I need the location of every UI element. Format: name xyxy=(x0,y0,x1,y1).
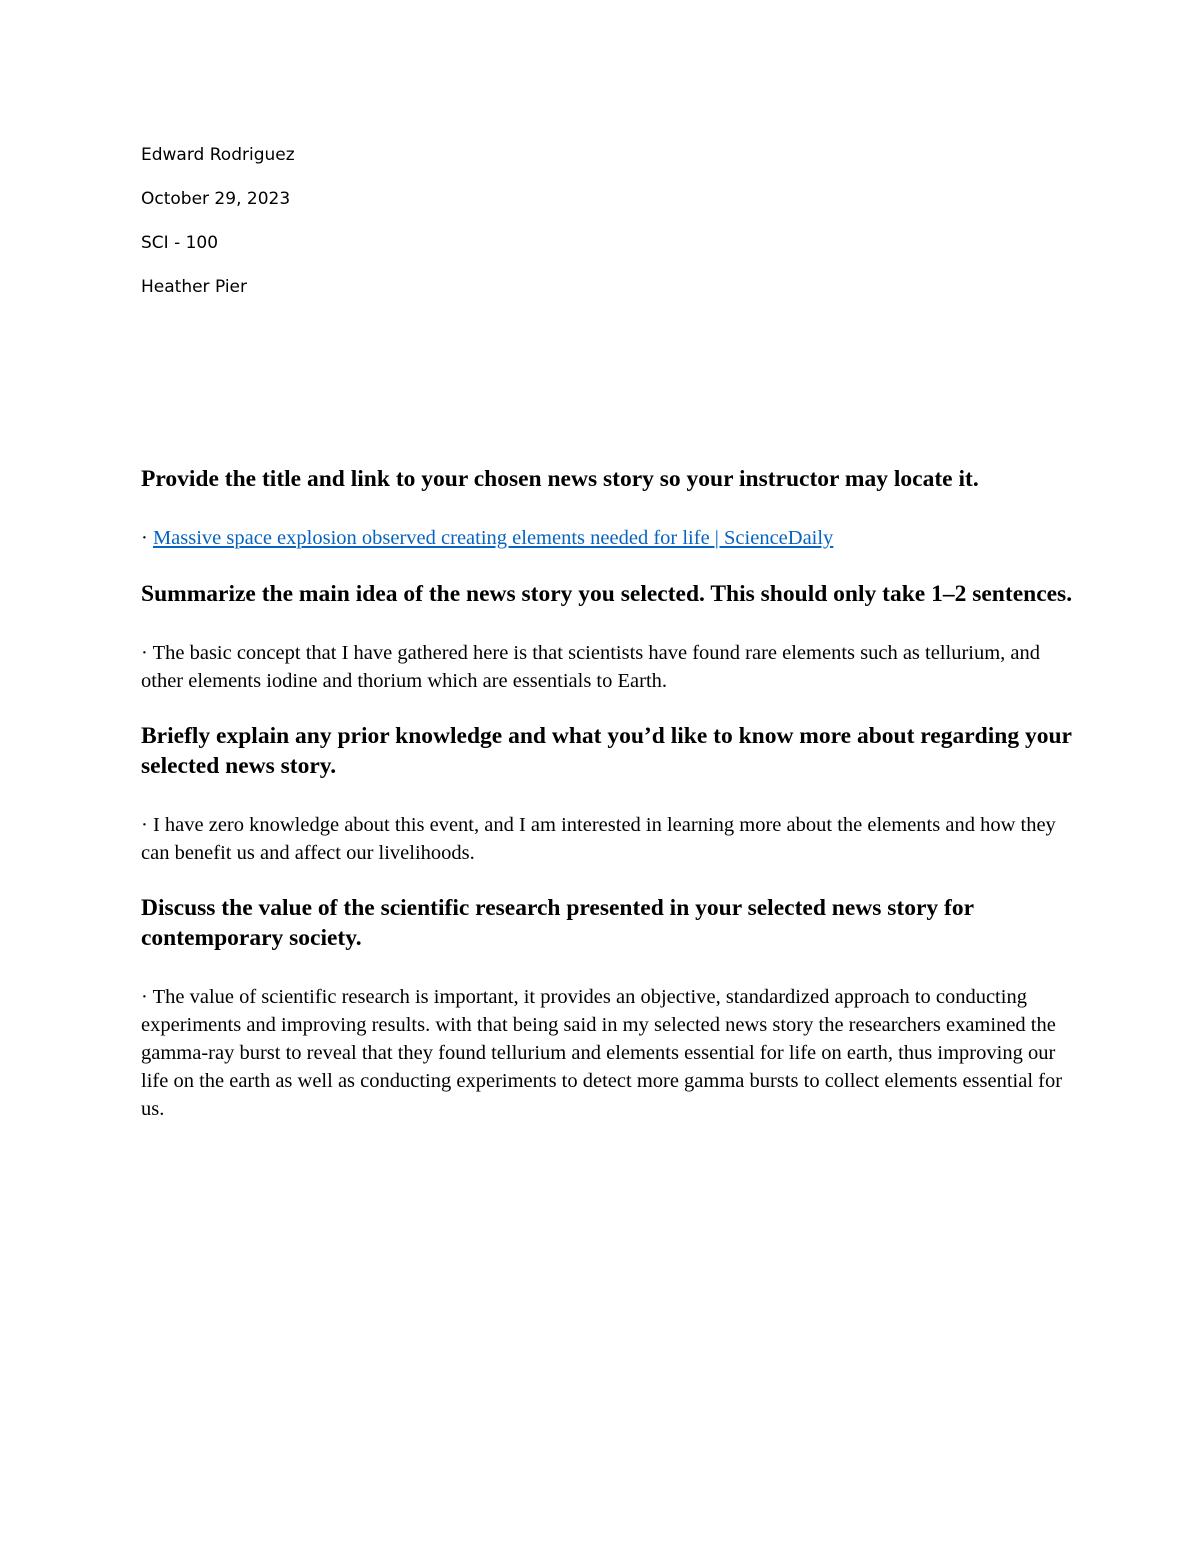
student-name: Edward Rodriguez xyxy=(141,145,295,165)
news-story-link[interactable]: Massive space explosion observed creating elements needed for life | ScienceDaily xyxy=(152,527,834,549)
document-body xyxy=(141,464,1076,1123)
question-2: Summarize the main idea of the news story you selected. This should only take 1–2 sentences. xyxy=(141,581,1073,607)
answer-2 xyxy=(141,639,1076,695)
answer-4 xyxy=(141,983,1076,1123)
answer-4-text: The value of scientific research is important, it provides an objective, standardized approach to conducting experiments and improving results. with that being said in my selected news story the researchers examined the gamma-ray burst to reveal that they found tellurium and elements essential for life on earth, thus improving our life on the earth as well as conducting experiments to detect more gamma bursts to collect elements essential for us. xyxy=(141,986,1063,1120)
answer-3 xyxy=(141,811,1076,867)
course-code: SCI - 100 xyxy=(141,233,219,253)
answer-2-text: The basic concept that I have gathered here is that scientists have found rare elements such as tellurium, and other elements iodine and thorium which are essentials to Earth. xyxy=(141,642,1041,692)
bullet-icon: · xyxy=(141,814,148,836)
submission-date: October 29, 2023 xyxy=(141,189,291,209)
document-header xyxy=(141,143,741,319)
instructor-name: Heather Pier xyxy=(141,277,248,297)
answer-1 xyxy=(141,524,1076,552)
answer-3-text: I have zero knowledge about this event, and I am interested in learning more about the elements and how they can benefit us and affect our livelihoods. xyxy=(141,814,1056,864)
question-1: Provide the title and link to your chosen news story so your instructor may locate it. xyxy=(141,466,979,492)
question-4: Discuss the value of the scientific research presented in your selected news story for contemporary society. xyxy=(141,895,974,951)
bullet-icon: · xyxy=(141,642,148,664)
question-3: Briefly explain any prior knowledge and what you’d like to know more about regarding your selected news story. xyxy=(141,723,1072,779)
bullet-icon: · xyxy=(141,986,148,1008)
bullet-icon: · xyxy=(141,527,148,549)
